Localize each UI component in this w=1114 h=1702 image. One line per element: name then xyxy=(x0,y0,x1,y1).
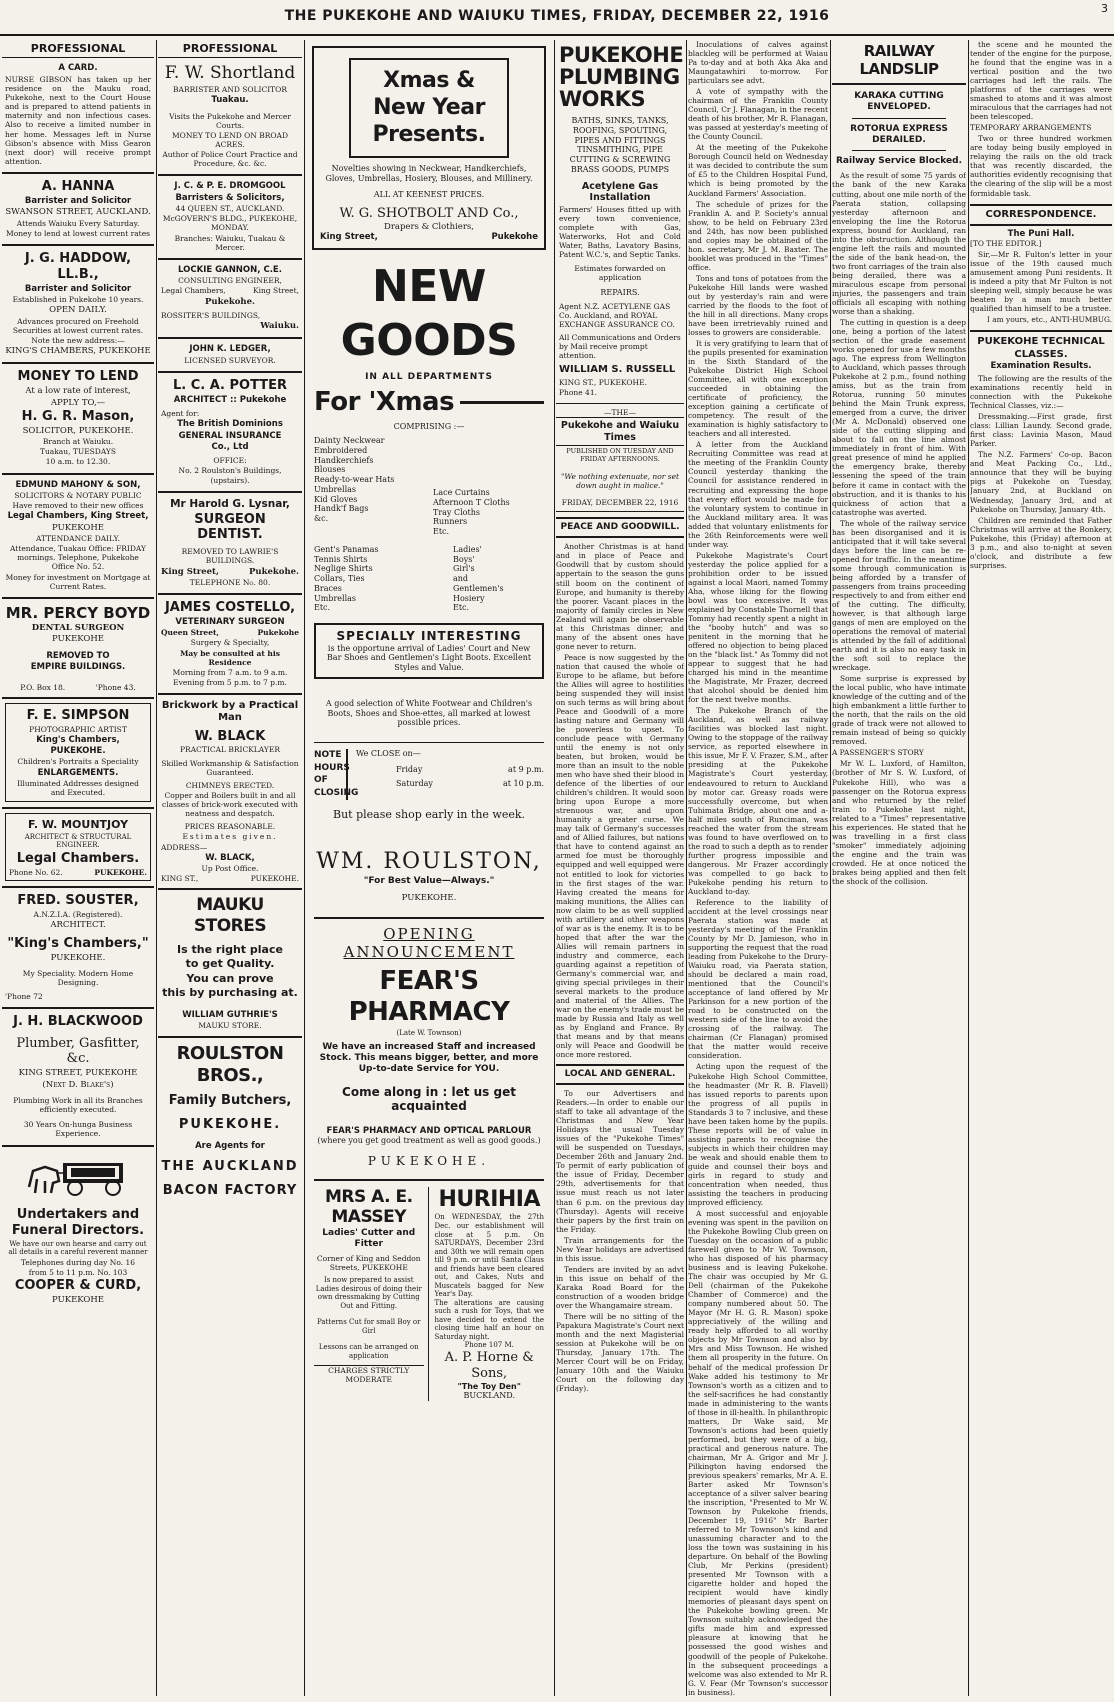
ad-w-black: Brickwork by a Practical Man W. BLACK PRACTICAL BRICKLAYER Skilled Workmanship & Satisfaction Guaranteed. CHIMNEYS ERECTED. Copper and Boilers built in and all classes of brick-work executed with neatness and despatch. PRICES REASONABLE. Estimates given. ADDRESS— W. BLACK, Up Post Office. KING ST., PUKEKOHE. xyxy=(158,695,302,890)
railway-headline: RAILWAY LANDSLIP xyxy=(832,40,966,85)
goods-list-left: Dainty Neckwear Embroidered Handkerchiefs Blouses Ready-to-wear Hats Umbrellas Kid Gloves Handk'f Bags &c. xyxy=(314,436,395,524)
ad-souster: FRED. SOUSTER, A.N.Z.I.A. (Registered). ARCHITECT. "King's Chambers," PUKEKOHE. My Speciality. Modern Home Designing. 'Phone 72 xyxy=(2,888,154,1009)
ad-new-goods: NEW GOODS IN ALL DEPARTMENTS For 'Xmas COMPRISING :— Dainty Neckwear Embroidered Handkerchiefs Blouses Ready-to-wear Hats Umbrellas Kid Gloves Handk'f Bags &c. Lace Curtains Afternoon T Cloths Tray Cloths Runners Etc. Gent's Panamas Tennis Shirts Neglige Shirts Collars, Ties Braces Umbrellas Etc. Ladies' Boys' Girl's and Gentlemen's Hosiery Etc. SPECIALLY INTERESTING is the opportune arrival of Ladies' Court and New Bar Shoes and Gentlemen's Light Boots. Excellent Styles and Value. A good selection of White Footwear and Children's Boots, Shoes and Shoe-ettes, all marked at lowest possible prices. NOTE HOURS OF CLOSING We CLOSE on— Friday at 9 p.m. Saturday at 10 p.m. But please shop early in the week. WM. ROULSTON, "For Best Value—Always." PUKEKOHE. OPENING ANNOUNCEMENT FEAR'S PHARMACY (Late W. Townson) We have an increased Staff and increased Stock. This means bigger, better, and more Up-to-date Service for YOU. Come along in : let us get acquainted FEAR'S PHARMACY AND OPTICAL PARLOUR (where you get good treatment as well as good goods.) PUKEKOHE. MRS A. E. MASSEY Ladies' Cutter and Fitter Corner of King and Seddon Streets, PUKEKOHE Is now prepared to assist Ladies desirous of doing their own dressmaking by Cutting Out and Fitting. Patterns Cut for small Boy or Girl Lessons can be arranged on application CHARGES STRICTLY MODERATE HURIHIA On WEDNESDAY, the 27th Dec. our establishment will close at 5 p.m. On SATURDAYS, December 23rd and 30th we will remain open till 9 p.m. or until Santa Claus and friends have been cleared out, and Cakes, Nuts and Muscatels bagged for New Year's Day. The alterations are causing such a rush for Toys, that we have decided to extend the closing time half an hour on Saturday night. Phone 107 M. A. P. Horne & Sons, "The Toy Den" BUCKLAND. xyxy=(314,261,544,1401)
ad-fears-pharmacy: OPENING ANNOUNCEMENT FEAR'S PHARMACY (Late W. Townson) We have an increased Staff and increased Stock. This means bigger, better, and more Up-to-date Service for YOU. Come along in : let us get acquainted FEAR'S PHARMACY AND OPTICAL PARLOUR (where you get good treatment as well as good goods.) PUKEKOHE. xyxy=(314,917,544,1168)
column-rule xyxy=(554,40,555,1696)
column-rule xyxy=(156,40,157,1696)
column-professional-1 xyxy=(2,40,154,1696)
goods-list-right: Lace Curtains Afternoon T Cloths Tray Cloths Runners Etc. xyxy=(433,488,510,537)
section-heading: PROFESSIONAL xyxy=(2,40,154,58)
ad-mauku-stores: MAUKU STORES Is the right place to get Quality. You can prove this by purchasing at. WILLIAM GUTHRIE'S MAUKU STORE. xyxy=(158,890,302,1038)
column-display-ads xyxy=(306,40,552,1696)
ad-cooper-curd: Undertakers and Funeral Directors. We have our own hearse and carry out all details in a careful reverent manner Telephones during day No. 16 from 5 to 11 p.m. No. 103 COOPER & CURD, PUKEKOHE xyxy=(2,1147,154,1312)
page-number: 3 xyxy=(1101,2,1108,15)
ad-roulston-bros: ROULSTON BROS., Family Butchers, PUKEKOHE. Are Agents for THE AUCKLAND BACON FACTORY xyxy=(161,1043,299,1198)
ad-simpson: F. E. SIMPSON PHOTOGRAPHIC ARTIST King's Chambers, PUKEKOHE. Children's Portraits a Speciality ENLARGEMENTS. Illuminated Addresses designed and Executed. xyxy=(2,699,154,810)
goods-list-gents: Gent's Panamas Tennis Shirts Neglige Shirts Collars, Ties Braces Umbrellas Etc. xyxy=(314,544,379,613)
ad-ledger: JOHN K. LEDGER, LICENSED SURVEYOR. xyxy=(158,339,302,373)
ad-dromgool: J. C. & P. E. DROMGOOL Barristers & Solicitors, 44 QUEEN ST., AUCKLAND. McGOVERN'S BLDG., PUKEKOHE, MONDAY. Branches: Waiuku, Tuakau & Mercer. xyxy=(158,176,302,259)
correspondence-heading: CORRESPONDENCE. xyxy=(970,204,1112,226)
closing-hours: NOTE HOURS OF CLOSING We CLOSE on— Friday at 9 p.m. Saturday at 10 p.m. xyxy=(314,742,544,799)
masthead-title: THE PUKEKOHE AND WAIUKU TIMES, FRIDAY, DECEMBER 22, 1916 xyxy=(284,8,830,24)
ad-lockie-gannon: LOCKIE GANNON, C.E. CONSULTING ENGINEER, Legal Chambers, King Street, Pukekohe. ROSSITER'S BUILDINGS, Waiuku. xyxy=(158,260,302,340)
ad-percy-boyd: MR. PERCY BOYD DENTAL SURGEON PUKEKOHE REMOVED TO EMPIRE BUILDINGS. P.O. Box 18. 'Phone 43. xyxy=(2,599,154,699)
masthead xyxy=(0,0,1114,34)
article-railway-landslip: As the result of some 75 yards of the bank of the new Karaka cutting, about one mile north of the Paerata station, collapsing yesterday afternoon and enveloping the line the Rotorua express, bound for Auckland, ran into the obstruction. Although the engine left the rails and mounted the side of the bank head-on, the two front carriages of the train also being derailed, there was a miraculous escape from personal injuries, the passengers and train officials all escaping with nothing worse than a shaking. The cutting in question is a deep one, being a portion of the latest section of the grade easement works opened for use a few months ago. The express from Wellington to Auckland, which passes through Pukekohe at 2 p.m., found nothing amiss, but as the train from Rotorua, running 50 minutes behind the Main Trunk express, emerged from a curve, the driver (Mr A. McDonald) observed one side of the cutting slipping and about to fall on the line almost immediately in front of him. With great presence of mind he applied the emergency brake, thereby lessening the speed of the train before it came in contact with the obstruction, and it is thanks to his quickness of action that a catastrophe was averted. The whole of the railway service has been disorganised and it is anticipated that it will take several days before the line can be re-opened for traffic. In the meantime some through communication is being afforded by a transfer of passengers from trains proceeding respectively to and from either end of the cutting. The difficulty, however, is that although large gangs of men are employed on the operations the removal of material is attended by the fall of additional earth and it is also no easy task in the soft soil to replace the wreckage. Some surprise is expressed by the local public, who have intimate knowledge of the cutting and of the high embankment a little further to the north, that the rails on the old grade of track were not allowed to remain instead of being so quickly removed. A PASSENGER'S STORY Mr W. L. Luxford, of Hamilton, (brother of Mr S. W. Luxford, of Pukekohe Hill), who was a passenger on the Rotorua express and who returned by the relief train to Pukekohe last night, related to a "Times" representative his experiences. He stated that he was travelling in a first class "smoker" immediately adjoining the engine and the train was crowded. He at once noticed the brakes being applied and then felt the shock of the collision. xyxy=(832,171,966,886)
article-peace: Another Christmas is at hand and in place of Peace and Goodwill that by custom should appertain to the season the guns still boom on the continent of Europe, and humanity is thereby the poorer. Vacant places in the majority of family circles in New Zealand will again be observable at this Christmas dinner, and many of the absent ones have gone never to return. Peace is now suggested by the nation that caused the whole of Europe to be aflame, but before the Allies will agree to hostilities being suspended they will insist on such terms as will bring about Peace and Goodwill of a more lasting nature and Germany will be powerless to upset. To conclude peace with Germany until the enemy is not only beaten, but broken, would be more than an insult to the noble men who have shed their blood in defence of the liberties of our children's children. It would soon bring upon Europe a more strenuous war, and upon humanity a greater curse. We may talk of Germany's successes and of Allied failures, but nations that have to contend against an armed foe must be thoroughly equipped and well equipped were not entitled to look for victories in the first stages of the war. Having created the means for making munitions, the Allies can now claim to be as well supplied with artillery and other weapons of war as is the enemy. It is to be hoped that after the war the Allies will remain partners in industry and commerce, each guarding against a repetition of Germany's commercial war, and giving special privileges in their several markets to the produce and material of the Allies. The war on the enemy's trade must be made by Russia and Italy as well as by England and France. By that means and by that means only will Peace and Goodwill be once more restored. xyxy=(556,542,684,1060)
ad-massey: MRS A. E. MASSEY Ladies' Cutter and Fitter Corner of King and Seddon Streets, PUKEKOHE Is now prepared to assist Ladies desirous of doing their own dressmaking by Cutting Out and Fitting. Patterns Cut for small Boy or Girl Lessons can be arranged on application CHARGES STRICTLY MODERATE xyxy=(314,1187,429,1402)
letter-puni-hall: [TO THE EDITOR.] Sir,—Mr R. Fulton's letter in your issue of the 19th caused much amusement among Puni residents. It is indeed a pity that Mr Fulton is not sleeping well, simply because he was beaten by a man much better qualified than himself to be a trustee. I am yours, etc., ANTI-HUMBUG. xyxy=(970,239,1112,325)
ad-potter: L. C. A. POTTER ARCHITECT :: Pukekohe Agent for: The British Dominions GENERAL INSURANCE Co., Ltd OFFICE: No. 2 Roulston's Buildings, (upstairs). xyxy=(158,373,302,493)
column-rule xyxy=(304,40,305,1696)
section-heading: PROFESSIONAL xyxy=(158,40,302,58)
ad-shortland: F. W. Shortland BARRISTER AND SOLICITOR Tuakau. Visits the Pukekohe and Mercer Courts. MONEY TO LEND ON BROAD ACRES. Author of Police Court Practice and Procedure, &c. &c. xyxy=(158,58,302,176)
masthead-rule xyxy=(0,34,1114,36)
ad-costello: JAMES COSTELLO, VETERINARY SURGEON Queen Street, Pukekohe Surgery & Specialty, May be consulted at his Residence Morning from 7 a.m. to 9 a.m. Evening from 5 p.m. to 7 p.m. xyxy=(158,595,302,695)
ad-lysnar: Mr Harold G. Lysnar, SURGEON DENTIST. REMOVED TO LAWRIE'S BUILDINGS. King Street, Pukekohe. TELEPHONE No. 80. xyxy=(158,493,302,595)
specially-interesting-box: SPECIALLY INTERESTING is the opportune arrival of Ladies' Court and New Bar Shoes and Gentlemen's Light Boots. Excellent Styles and Value. xyxy=(314,623,544,679)
article-local-news: Inoculations of calves against blackleg will be performed at Waiau Pa to-day and at both Aka Aka and Maungatawhiri to-morrow. For particulars see advt. A vote of sympathy with the chairman of the Franklin County Council, Cr J. Flanagan, in the recent death of his brother, Mr R. Flanagan, was passed at yesterday's meeting of the County Council. At the meeting of the Pukekohe Borough Council held on Wednesday it was decided to contribute the sum of £5 to the Children Hospital Fund, which is being promoted by the Auckland Farmers' Association. The schedule of prizes for the Franklin A. and P. Society's annual show, to be held on February 23rd and 24th, has now been published and copies may be obtained of the hon. secretary, Mr J. M. Baxter. The booklet was produced in the "Times" office. Tons and tons of potatoes from the Pukekohe Hill lands were washed out by yesterday's rain and were carried by the floods to the foot of the hill in all directions. Many crops have been irretrievably ruined and losses to growers are considerable. It is very gratifying to learn that of the pupils presented for examination in the Sixth Standard of the Pukekohe District High School Committee, all with one exception succeeded in obtaining the certificate of proficiency, the exception gaining a certificate of competency. The result of the examination is highly satisfactory to teachers and all interested. A letter from the Auckland Recruiting Committee was read at the meeting of the Franklin County Council yesterday thanking the Council for assistance rendered in recruiting and expressing the hope that every effort would be made for the voluntary system to continue in the Auckland military area. It was added that voluntary enlistments for the 26th Reinforcements were well under way. Pukekohe Magistrate's Court yesterday the police applied for a prohibition order to be issued against a local Maori, named Tommy Aha, whose liking for the flowing bowl was too excessive. It was explained by Constable Thornell that Tommy had recently spent a night in the "booby hutch" and was so penitent in the morning that he offered no objection to being placed on the "black list." As Tommy did not appear to suggest that he had charged his mind in the meantime the Magistrate, Mr Frazer, decreed that alcohol should be denied him for the next twelve months. The Pukekohe Branch of the Auckland, as well as railway facilities was blocked last night. Owing to the stoppage of the railway service, as reported elsewhere in this issue, Mr F. V. Frazer, S.M., after presiding at the Pukekohe Magistrate's Court yesterday, endeavoured to return to Auckland by motor car. Greasy roads were successfully overcome, but when Tuhimata Bridge, about one and a-half miles south of Runciman, was reached the water from the stream was found to have overflowed on to the road to such a depth as to render further progress impossible and dangerous. Mr Frazer accordingly was compelled to go back to Pukekohe pending his return to Auckland to-day. Reference to the liability of accident at the level crossings near Paerata station was made at yesterday's meeting of the Franklin County by Mr D. Jamieson, who in supporting the request that the road leading from Pukekohe to the Drury-Waiuku road, via Paerata station, should be declared a main road, mentioned that the Council's acceptance of land offered by Mr Parkinson for a new portion of the road to be constructed on the western side of the line to avoid the crossing of the railway. The chairman (Cr Flanagan) promised that the matter would receive consideration. Acting upon the request of the Pukekohe High School Committee, the headmaster (Mr R. B. Flavell) has issued reports to parents upon the progress of all pupils in Standards 3 to 7 inclusive, and these have been taken home by the pupils. These reports will be of value in assisting parents to recognise the subjects in which their children may be weak and should enable them to guide and counsel their boys and girls in regard to study and concentration when needed, thus assisting the teachers in producing improved efficiency. A most successful and enjoyable evening was spent in the pavilion on the Pukekohe Bowling Club green on Tuesday on the occasion of a public farewell given to Mr W. Townson, who has disposed of his pharmacy business and is leaving Pukekohe. The chair was occupied by Mr G. Dell (chairman of the Pukekohe Chamber of Commerce) and the company numbered about 50. The Mayor (Mr H. G. R. Mason) spoke appreciatively of the willing and ready help afforded to all worthy objects by Mr Townson and also by Mrs and Miss Townson. He wished them all prosperity in the future. On behalf of the medical profession Dr Wake added his testimony to Mr Townson's worth as a citizen and to the self-sacrifices he had constantly made in administering to the wants of those in ill-health. In philanthropic matters, Dr Wake said, Mr Townson's actions had been quietly performed, but they were of a big, practical and generous nature. The chairman, Mr A. Grigor and Mr J. Pilkington having endorsed the previous speakers' remarks, Mr A. E. Barter asked Mr Townson's acceptance of a silver salver bearing the inscription, "Presented to Mr W. Townson by Pukekohe friends, December 19, 1916" Mr Barter referred to Mr Townson's kind and unassuming character and to the loss the town was sustaining in his departure. On behalf of the Bowling Club, Mr Perkins (president) presented Mr Townson with a cigarette holder and hoped the recipient would have kindly memories of pleasant days spent on the Pukekohe bowling green. Mr Townson suitably acknowledged the gifts made him and expressed pleasure at knowing that he possessed the good wishes and goodwill of the people of Pukekohe. In the subsequent proceedings a welcome was also extended to Mr R. G. V. Fear (Mr Townson's successor in business). xyxy=(688,40,828,1696)
ad-haddow: J. G. HADDOW, LL.B., Barrister and Solicitor Established in Pukekohe 10 years. OPEN DAILY. Advances procured on Freehold Securities at lowest current rates. Note the new address:— KING'S CHAMBERS, PUKEKOHE xyxy=(2,246,154,364)
ad-mason: MONEY TO LEND At a low rate of interest, APPLY TO,— H. G. R. Mason, SOLICITOR, PUKEKOHE. Branch at Waiuku. Tuakau, TUESDAYS 10 a.m. to 12.30. xyxy=(2,364,154,474)
goods-list-hosiery: Ladies' Boys' Girl's and Gentlemen's Hosiery Etc. xyxy=(453,544,504,613)
ad-hanna: A. HANNA Barrister and Solicitor SWANSON STREET, AUCKLAND. Attends Waiuku Every Saturday. Money to lend at lowest current rates xyxy=(2,174,154,246)
ad-hurihia: HURIHIA On WEDNESDAY, the 27th Dec. our establishment will close at 5 p.m. On SATURDAYS, December 23rd and 30th we will remain open till 9 p.m. or until Santa Claus and friends have been cleared out, and Cakes, Nuts and Muscatels bagged for New Year's Day. The alterations are causing such a rush for Toys, that we have decided to extend the closing time half an hour on Saturday night. Phone 107 M. A. P. Horne & Sons, "The Toy Den" BUCKLAND. xyxy=(434,1186,544,1401)
paper-nameplate: —THE— Pukekohe and Waiuku Times PUBLISHED ON TUESDAY AND FRIDAY AFTERNOONS. "We nothing extenuate, nor set down aught in malice." FRIDAY, DECEMBER 22, 1916 xyxy=(556,404,684,513)
ad-mahony: EDMUND MAHONY & SON, SOLICITORS & NOTARY PUBLIC Have removed to their new offices Legal Chambers, King Street, PUKEKOHE ATTENDANCE DAILY. Attendance, Tuakau Office: FRIDAY mornings. Telephone, Pukekohe Office No. 52. Money for investment on Mortgage at Current Rates. xyxy=(2,475,154,599)
column-plumbing-editorial xyxy=(556,40,684,1696)
column-rule xyxy=(968,40,969,1696)
column-railway: RAILWAY LANDSLIP KARAKA CUTTING ENVELOPED. ROTORUA EXPRESS DERAILED. Railway Service Blocked. As the result of some 75 yards of the bank of the new Karaka cutting, about one mile north of the Paerata station, collapsing yesterday afternoon and enveloping the line the Rotorua express, bound for Auckland, ran into the obstruction. Although the engine left the rails and mounted the side of the bank head-on, the two front carriages of the train also being derailed, there was a miraculous escape from personal injuries, the passengers and train officials all escaping with nothing worse than a shaking. The cutting in question is a deep one, being a portion of the latest section of the grade easement works opened for use a few months ago. The express from Wellington to Auckland, which passes through Pukekohe at 2 p.m., found nothing amiss, but as the train from Rotorua, running 50 minutes behind the Main Trunk express, emerged from a curve, the driver (Mr A. McDonald) observed one side of the cutting slipping and about to fall on the line almost immediately in front of him. With great presence of mind he applied the emergency brake, thereby lessening the speed of the train before it came in contact with the obstruction, and it is thanks to his quickness of action that a catastrophe was averted. The whole of the railway service has been disorganised and it is anticipated that it will take several days before the line can be re-opened for traffic. In the meantime some through communication is being afforded by a transfer of passengers from trains proceeding respectively to and from either end of the cutting. The difficulty, however, is that although large gangs of men are employed on the operations the removal of material is attended by the fall of additional earth and it is also no easy task in the soft soil to replace the wreckage. Some surprise is expressed by the local public, who have intimate knowledge of the cutting and of the high embankment a little further to the north, that the rails on the old grade of track were not allowed to remain instead of being so quickly removed. A PASSENGER'S STORY Mr W. L. Luxford, of Hamilton, (brother of Mr S. W. Luxford, of Pukekohe Hill), who was a passenger on the Rotorua express and who returned by the relief train to Pukekohe last night, related to a "Times" representative his experiences. He stated that he was travelling in a first class "smoker" immediately adjoining the engine and the train was crowded. He at once noticed the brakes being applied and then felt the shock of the collision. xyxy=(832,42,966,886)
column-professional-2 xyxy=(158,40,302,1696)
article-technical-classes: The following are the results of the examinations recently held in connection with the Pukekohe Technical Classes, viz.:— Dressmaking.—First grade, first class: Lillian Laundy. Second grade, first class: Lavinia Mason, Maud Parker. The N.Z. Farmers' Co-op. Bacon and Meat Packing Co., Ltd., announce that they will be buying pigs at Pukekohe on Tuesday, January 2nd, at Buckland on Wednesday, January 3rd, and at Pukekohe on Thursday, January 4th. Children are reminded that Father Christmas will arrive at the Bonkery, Pukekohe, this (Friday) afternoon at 3 p.m., and also to-night at seven o'clock, and distribute a few surprises. xyxy=(970,374,1112,570)
ad-nurse-gibson: A CARD. NURSE GIBSON has taken up her residence on the Mauku road, Pukekohe, next to the Court House and is prepared to attend patients in maternity and non infectious cases. Also to receive a limited number in her home. Messages left in Nurse Gibson's absence with Miss Gearon (next door) will receive prompt attention. xyxy=(2,58,154,174)
column-local-news xyxy=(688,40,828,1696)
column-correspondence: the scene and he mounted the tender of the engine for the purpose, he found that the engine was in a vertical position and the two carriages had left the rails. The platforms of the carriages were smashed to atoms and it was almost miraculous that the carriages had not been telescoped. TEMPORARY ARRANGEMENTS Two or three hundred workmen are today being busily employed in relaying the rails on the old track that was recently discarded, the authorities evidently recognising that the clearing of the slip will be a most formidable task. CORRESPONDENCE. The Puni Hall. [TO THE EDITOR.] Sir,—Mr R. Fulton's letter in your issue of the 19th caused much amusement among Puni residents. It is indeed a pity that Mr Fulton is not sleeping well, simply because he was beaten by a man much better qualified than himself to be a trustee. I am yours, etc., ANTI-HUMBUG. PUKEKOHE TECHNICAL CLASSES. Examination Results. The following are the results of the examinations recently held in connection with the Pukekohe Technical Classes, viz.:— Dressmaking.—First grade, first class: Lillian Laundy. Second grade, first class: Lavinia Mason, Maud Parker. The N.Z. Farmers' Co-op. Bacon and Meat Packing Co., Ltd., announce that they will be buying pigs at Pukekohe on Tuesday, January 2nd, at Buckland on Wednesday, January 3rd, and at Pukekohe on Thursday, January 4th. Children are reminded that Father Christmas will arrive at the Bonkery, Pukekohe, this (Friday) afternoon at 3 p.m., and also to-night at seven o'clock, and distribute a few surprises. xyxy=(970,40,1112,570)
local-heading: LOCAL AND GENERAL. xyxy=(556,1064,684,1085)
technical-classes-heading: PUKEKOHE TECHNICAL CLASSES. xyxy=(970,330,1112,360)
hearse-illustration xyxy=(23,1157,133,1197)
article-local-general: To our Advertisers and Readers.—In order to enable our staff to take all advantage of the Christmas and New Year Holidays the usual Tuesday issues of the "Pukekohe Times" will be suspended on Tuesdays, December 26th and January 2nd. To permit of early publication of the issue of Friday, December 29th, advertisements for that issue must reach us not later than 6 p.m. on the previous day (Thursday). Agents will receive their papers by the first train on the Friday. Train arrangements for the New Year holidays are advertised in this issue. Tenders are invited by an advt in this issue on behalf of the Karaka Road Board for the construction of a wooden bridge over the Whangamaire stream. There will be no sitting of the Papakura Magistrate's Court next month and the next Magisterial session at Pukekohe will be on Thursday, January 17th. The Mercer Court will be on Friday, January 10th and the Waiuku Court on the following day (Friday). xyxy=(556,1089,684,1394)
column-rule xyxy=(686,40,687,1696)
ad-mountjoy: F. W. MOUNTJOY ARCHITECT & STRUCTURAL ENGINEER. Legal Chambers. Phone No. 62. PUKEKOHE. xyxy=(2,809,154,887)
column-rule xyxy=(830,40,831,1696)
ad-blackwood: J. H. BLACKWOOD Plumber, Gasfitter, &c. KING STREET, PUKEKOHE (Next D. Blake's) Plumbing Work in all its Branches efficiently executed. 30 Years On-hunga Business Experience. xyxy=(2,1009,154,1147)
ad-plumbing-works: PUKEKOHE PLUMBING WORKS BATHS, SINKS, TANKS, ROOFING, SPOUTING, PIPES AND FITTINGS TINSMITHING, PIPE CUTTING & SCREWING BRASS GOODS, PUMPS Acetylene Gas Installation Farmers' Houses fitted up with every town convenience, complete with Gas, Waterworks, Hot and Cold Water, Baths, Lavatory Basins, Patent W.C.'s, and Septic Tanks. Estimates forwarded on application REPAIRS. Agent N.Z. ACETYLENE GAS Co. Auckland, and ROYAL EXCHANGE ASSURANCE CO. All Communications and Orders by Mail receive prompt attention. WILLIAM S. RUSSELL KING ST., PUKEKOHE. Phone 41. xyxy=(556,40,684,404)
ad-shotbolt: Xmas & New Year Presents. Novelties showing in Neckwear, Handkerchiefs, Gloves, Umbrellas, Hosiery, Blouses, and Millinery. ALL AT KEENEST PRICES. W. G. SHOTBOLT AND Co., Drapers & Clothiers, King Street, Pukekohe xyxy=(312,46,546,250)
peace-heading: PEACE AND GOODWILL. xyxy=(556,517,684,538)
